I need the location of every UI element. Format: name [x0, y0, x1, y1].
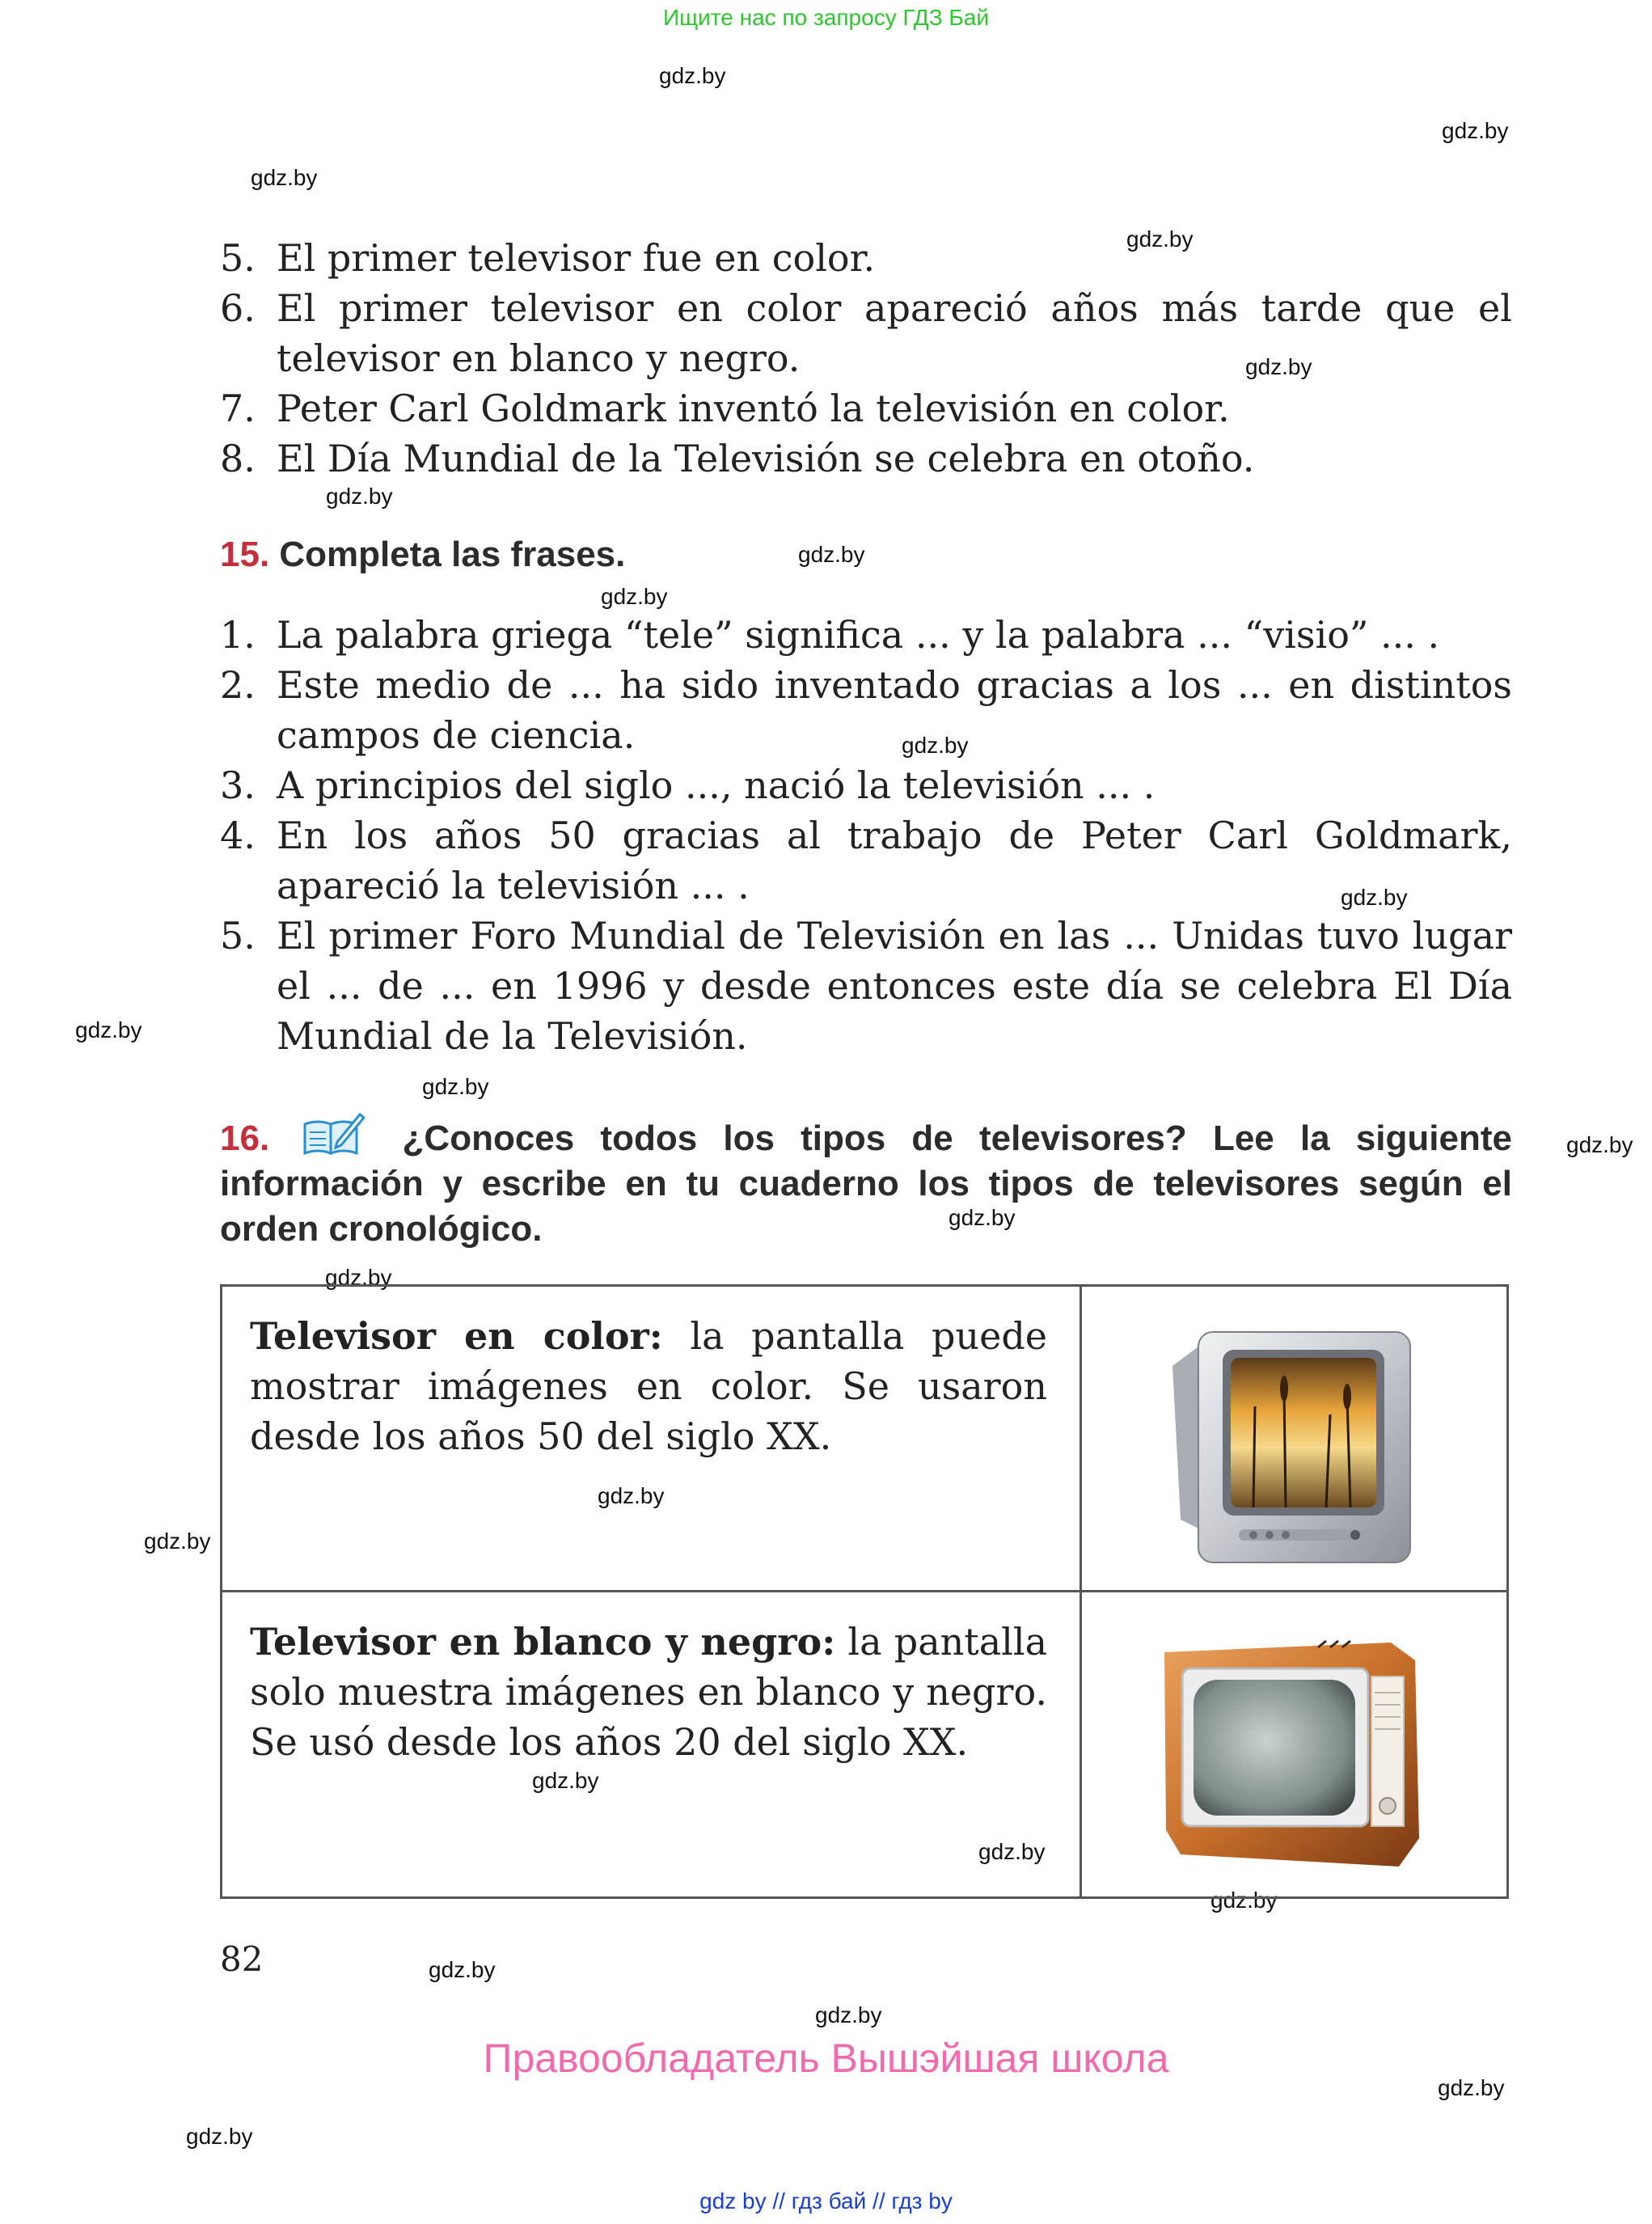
item-number: 5.: [220, 236, 256, 280]
list-item: [220, 433, 1512, 484]
color-tv-image: [1164, 1317, 1423, 1568]
watermark: gdz.by: [325, 1265, 392, 1290]
table-cell-text: [250, 1311, 1047, 1461]
list-item: [220, 660, 1512, 760]
item-text: La palabra griega “tele” significa ... y la palabra ... “visio” ... .: [277, 613, 1440, 657]
watermark: gdz.by: [902, 733, 969, 758]
watermark: gdz.by: [1442, 118, 1509, 143]
item-text: A principios del siglo ..., nació la televisión ... .: [277, 763, 1156, 807]
item-text: Este medio de ... ha sido inventado gracias a los ... en distintos campos de ciencia.: [277, 663, 1512, 757]
table-cell-text: [250, 1617, 1047, 1767]
exercise-number: 15.: [220, 535, 270, 574]
watermark: gdz.by: [532, 1768, 599, 1793]
tv-description: la pantalla puede mostrar imágenes en color. Se usaron desde los años 50 del siglo XX.: [250, 1314, 1047, 1458]
item-number: 5.: [220, 914, 256, 958]
watermark: gdz.by: [815, 2002, 882, 2027]
top-banner[interactable]: Ищите нас по запросу ГДЗ Бай: [662, 5, 990, 30]
list-item: [220, 810, 1512, 911]
page-number: 82: [220, 1939, 264, 1979]
item-number: 8.: [220, 437, 256, 480]
item-number: 2.: [220, 663, 256, 707]
tv-types-table: [220, 1284, 1509, 1899]
watermark: gdz.by: [75, 1017, 142, 1042]
watermark: gdz.by: [1438, 2075, 1505, 2100]
item-text: El primer Foro Mundial de Televisión en las ... Unidas tuvo lugar el ... de ... en 1996 y desde entonces este día se celebra El Día Mundial de la Televisión.: [277, 914, 1512, 1058]
bottom-links[interactable]: gdz by // гдз бай // гдз by: [699, 2188, 953, 2213]
black-white-tv-image: [1156, 1636, 1423, 1871]
watermark: gdz.by: [422, 1074, 489, 1099]
list-item: [220, 233, 1512, 283]
notebook-pencil-icon: [302, 1110, 365, 1156]
item-number: 4.: [220, 814, 256, 857]
list-item: [220, 760, 1512, 810]
item-text: El primer televisor fue en color.: [277, 236, 876, 280]
watermark: gdz.by: [186, 2124, 253, 2149]
watermark: gdz.by: [429, 1957, 496, 1982]
watermark: gdz.by: [1341, 885, 1408, 910]
watermark: gdz.by: [251, 165, 318, 190]
watermark: gdz.by: [798, 542, 865, 567]
copyright-holder: Правообладатель Вышэйшая школа: [483, 2036, 1169, 2081]
watermark: gdz.by: [1566, 1132, 1633, 1157]
watermark: gdz.by: [659, 63, 726, 88]
table-divider: [222, 1590, 1506, 1592]
exercise-16-heading: [220, 1110, 1512, 1252]
watermark: gdz.by: [978, 1839, 1046, 1864]
exercise-number: 16.: [220, 1118, 270, 1158]
tv-term: Televisor en color:: [250, 1314, 663, 1358]
list-item: [220, 911, 1512, 1061]
watermark: gdz.by: [598, 1483, 665, 1508]
watermark: gdz.by: [949, 1205, 1016, 1230]
item-text: Peter Carl Goldmark inventó la televisión en color.: [277, 387, 1230, 430]
watermark: gdz.by: [326, 484, 393, 509]
item-number: 1.: [220, 613, 256, 657]
exercise-15-heading: [220, 532, 1512, 577]
item-text: El Día Mundial de la Televisión se celebra en otoño.: [277, 437, 1255, 480]
list-item: [220, 383, 1512, 433]
item-number: 6.: [220, 286, 256, 330]
list-item: [220, 610, 1512, 660]
item-number: 3.: [220, 763, 256, 807]
item-text: En los años 50 gracias al trabajo de Peter Carl Goldmark, apareció la televisión ... .: [277, 814, 1512, 907]
item-text: El primer televisor en color apareció años más tarde que el televisor en blanco y negro.: [277, 286, 1512, 380]
exercise-title: ¿Conoces todos los tipos de televisores? Lee la siguiente información y escribe en tu cuaderno los tipos de televisores según el orden cronológico.: [220, 1118, 1512, 1249]
list-item: [220, 283, 1512, 383]
watermark: gdz.by: [601, 584, 668, 609]
watermark: gdz.by: [1210, 1888, 1278, 1913]
item-number: 7.: [220, 387, 256, 430]
tv-description: la pantalla solo muestra imágenes en blanco y negro. Se usó desde los años 20 del siglo XX.: [250, 1620, 1048, 1764]
watermark: gdz.by: [1126, 226, 1194, 252]
watermark: gdz.by: [1245, 354, 1312, 379]
exercise-title: Completa las frases.: [279, 535, 626, 574]
tv-term: Televisor en blanco y negro:: [250, 1620, 836, 1664]
watermark: gdz.by: [144, 1528, 211, 1554]
